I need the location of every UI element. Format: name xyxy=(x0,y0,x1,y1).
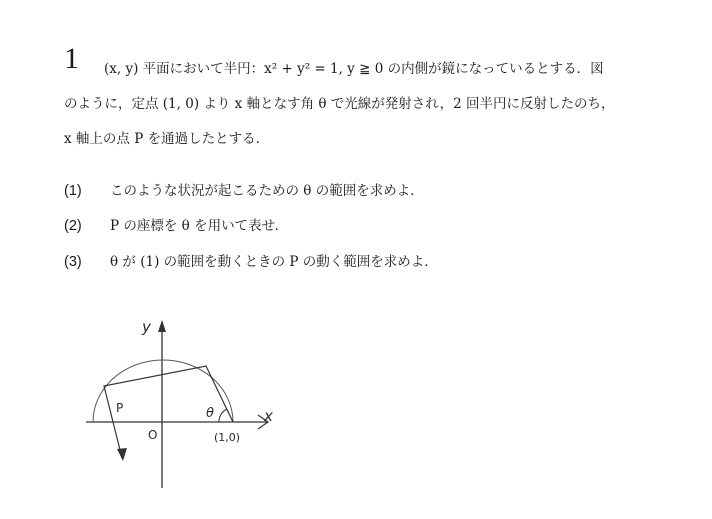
problem-number: 1 xyxy=(64,42,79,75)
point-p-label: P xyxy=(116,401,124,415)
angle-theta-arc xyxy=(219,409,227,422)
y-axis-arrow-icon xyxy=(158,320,166,332)
semicircle-reflection-figure xyxy=(80,308,290,493)
origin-label: O xyxy=(148,428,158,442)
y-axis-label: y xyxy=(142,318,151,336)
question-3-number: (3) xyxy=(64,254,82,270)
question-2-number: (2) xyxy=(64,218,82,234)
problem-statement-line-3: x 軸上の点 P を通過したとする． xyxy=(64,131,270,147)
theta-label: θ xyxy=(206,406,214,421)
point-1-0-label: (1,0) xyxy=(214,431,241,444)
problem-statement-line-2: のように，定点 (1, 0) より x 軸となす角 θ で光線が発射され，2 回半円に反射したのち， xyxy=(64,96,615,112)
question-3-text: θ が (1) の範囲を動くときの P の動く範囲を求めよ． xyxy=(110,254,438,270)
ray-arrow-icon xyxy=(117,448,127,461)
question-1-text: このような状況が起こるための θ の範囲を求めよ． xyxy=(110,183,424,199)
question-2-text: P の座標を θ を用いて表せ． xyxy=(110,218,289,234)
x-axis-label: x xyxy=(264,407,273,425)
question-1-number: (1) xyxy=(64,183,82,199)
problem-statement-line-1: (x, y) 平面において半円：x² + y² = 1, y ≧ 0 の内側が鏡になっているとする．図 xyxy=(104,61,604,77)
